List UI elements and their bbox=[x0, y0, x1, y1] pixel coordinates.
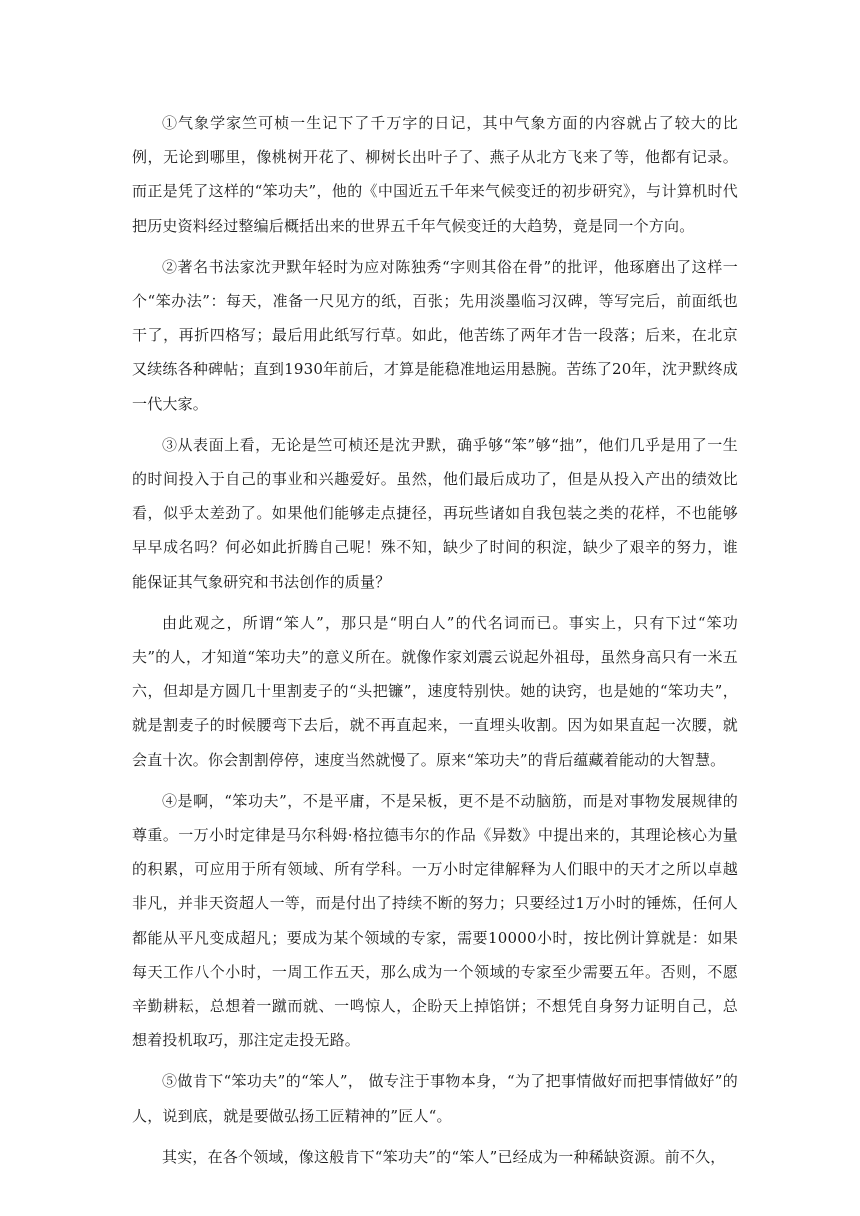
article-body bbox=[132, 106, 738, 1181]
paragraph-5: ④是啊，“笨功夫”，不是平庸，不是呆板，更不是不动脑筋，而是对事物发展规律的尊重。一万小时定律是马尔科姆·格拉德韦尔的作品《异数》中提出来的，其理论核心为量的积累，可应用于所有领域、所有学科。一万小时定律解释为人们眼中的天才之所以卓越非凡，并非天资超人一等，而是付出了持续不断的努力；只要经过1万小时的锤炼，任何人都能从平凡变成超凡；要成为某个领域的专家，需要10000小时，按比例计算就是：如果每天工作八个小时，一周工作五天，那么成为一个领域的专家至少需要五年。否则，不愿辛勤耕耘，总想着一蹴而就、一鸣惊人，企盼天上掉馅饼；不想凭自身努力证明自己，总想着投机取巧，那注定走投无路。 bbox=[132, 791, 738, 1050]
paragraph-6: ⑤做肯下“笨功夫”的“笨人”， 做专注于事物本身，“为了把事情做好而把事情做好”的人，说到底，就是要做弘扬工匠精神的”匠人“。 bbox=[132, 1072, 738, 1125]
paragraph-3: ③从表面上看，无论是竺可桢还是沈尹默，确乎够“笨”够“拙”，他们几乎是用了一生的时间投入于自己的事业和兴趣爱好。虽然，他们最后成功了，但是从投入产出的绩效比看，似乎太差劲了。如果他们能够走点捷径，再玩些诸如自我包装之类的花样，不也能够早早成名吗？何必如此折腾自己呢！殊不知，缺少了时间的积淀，缺少了艰辛的努力，谁能保证其气象研究和书法创作的质量？ bbox=[132, 435, 738, 591]
paragraph-4: 由此观之，所谓“笨人”，那只是“明白人”的代名词而已。事实上，只有下过“笨功夫”的人，才知道“笨功夫”的意义所在。就像作家刘震云说起外祖母，虽然身高只有一米五六，但却是方圆几十里割麦子的“头把镰”，速度特别快。她的诀窍，也是她的“笨功夫”，就是割麦子的时候腰弯下去后，就不再直起来，一直埋头收割。因为如果直起一次腰，就会直十次。你会割割停停，速度当然就慢了。原来“笨功夫”的背后蕴藏着能动的大智慧。 bbox=[132, 613, 738, 769]
paragraph-2: ②著名书法家沈尹默年轻时为应对陈独秀“字则其俗在骨”的批评，他琢磨出了这样一个“笨办法”：每天，准备一尺见方的纸，百张；先用淡墨临习汉碑，等写完后，前面纸也干了，再折四格写；最后用此纸写行草。如此，他苦练了两年才告一段落；后来，在北京又续练各种碑帖；直到1930年前后，才算是能稳准地运用悬腕。苦练了20年，沈尹默终成一代大家。 bbox=[132, 257, 738, 413]
paragraph-7: 其实，在各个领域，像这般肯下“笨功夫”的“笨人”已经成为一种稀缺资源。前不久， bbox=[162, 1147, 726, 1166]
paragraph-1: ①气象学家竺可桢一生记下了千万字的日记，其中气象方面的内容就占了较大的比例，无论到哪里，像桃树开花了、柳树长出叶子了、燕子从北方飞来了等，他都有记录。而正是凭了这样的“笨功夫”，他的《中国近五千年来气候变迁的初步研究》，与计算机时代把历史资料经过整编后概括出来的世界五千年气候变迁的大趋势，竟是同一个方向。 bbox=[132, 114, 738, 235]
